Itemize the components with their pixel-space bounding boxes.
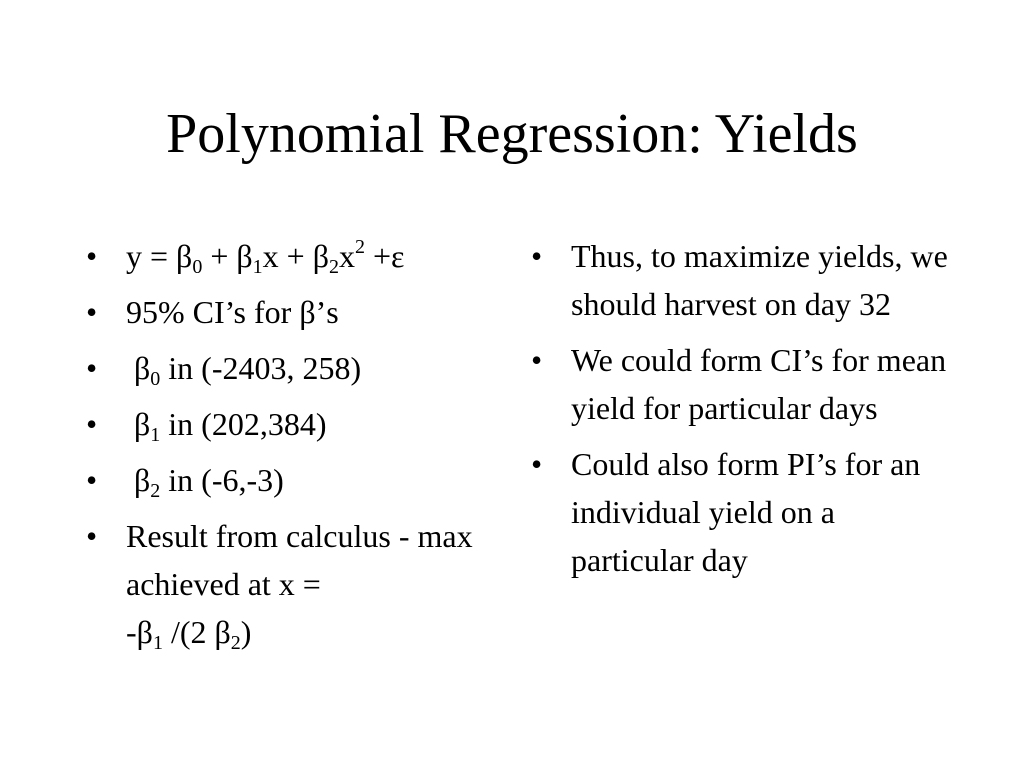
mean-yield-ci-text: We could form CI’s for mean yield for particular days xyxy=(571,342,947,426)
ci-interval: in (-6,-3) xyxy=(160,462,284,498)
list-item-individual-pi xyxy=(531,440,951,584)
formula-subscript: 1 xyxy=(152,632,163,654)
eq-subscript: 1 xyxy=(252,256,263,278)
bullet-icon: • xyxy=(531,446,543,482)
ci-interval: in (-2403, 258) xyxy=(160,350,362,386)
eq-subscript: 2 xyxy=(328,256,339,278)
eq-subscript: 0 xyxy=(192,256,203,278)
right-bullet-list xyxy=(531,232,951,592)
eq-part: x xyxy=(338,238,355,274)
eq-part: + β xyxy=(202,238,253,274)
bullet-icon: • xyxy=(531,342,543,378)
maximize-yields-text: Thus, to maximize yields, we should harvest on day 32 xyxy=(571,238,948,322)
bullet-icon: • xyxy=(531,238,543,274)
ci-heading-text: 95% CI’s for β’s xyxy=(126,294,339,330)
bullet-icon: • xyxy=(86,238,98,274)
list-item-regression-equation xyxy=(86,232,506,280)
beta0-ci-text xyxy=(126,344,506,392)
list-item-mean-yield-ci xyxy=(531,336,951,432)
slide-title: Polynomial Regression: Yields xyxy=(166,103,858,165)
list-item-beta0-ci xyxy=(86,344,506,392)
eq-superscript: 2 xyxy=(354,236,365,258)
left-bullet-list xyxy=(86,232,506,664)
regression-equation xyxy=(126,232,506,280)
eq-part: x + β xyxy=(262,238,329,274)
list-item-calculus-result xyxy=(86,512,506,656)
beta-symbol: β xyxy=(134,406,151,442)
list-item-maximize-yields xyxy=(531,232,951,328)
calculus-line: Result from calculus - max achieved at x = xyxy=(126,518,473,602)
beta-symbol: β xyxy=(134,462,151,498)
formula-part: ) xyxy=(240,614,252,650)
formula-part: -β xyxy=(126,614,153,650)
individual-pi-text: Could also form PI’s for an individual yield on a particular day xyxy=(571,446,921,578)
formula-subscript: 2 xyxy=(230,632,241,654)
bullet-icon: • xyxy=(86,406,98,442)
ci-interval: in (202,384) xyxy=(160,406,327,442)
beta1-ci-text xyxy=(126,400,506,448)
beta-subscript: 0 xyxy=(150,368,161,390)
beta2-ci-text xyxy=(126,456,506,504)
list-item-beta1-ci xyxy=(86,400,506,448)
bullet-icon: • xyxy=(86,462,98,498)
bullet-icon: • xyxy=(86,294,98,330)
beta-symbol: β xyxy=(134,350,151,386)
list-item-ci-heading xyxy=(86,288,506,336)
bullet-icon: • xyxy=(86,518,98,554)
calculus-result-text xyxy=(126,512,506,656)
list-item-beta2-ci xyxy=(86,456,506,504)
beta-subscript: 1 xyxy=(150,424,161,446)
eq-part: +ε xyxy=(364,238,405,274)
beta-subscript: 2 xyxy=(150,480,161,502)
formula-part: /(2 β xyxy=(162,614,231,650)
eq-part: y = β xyxy=(126,238,193,274)
bullet-icon: • xyxy=(86,350,98,386)
